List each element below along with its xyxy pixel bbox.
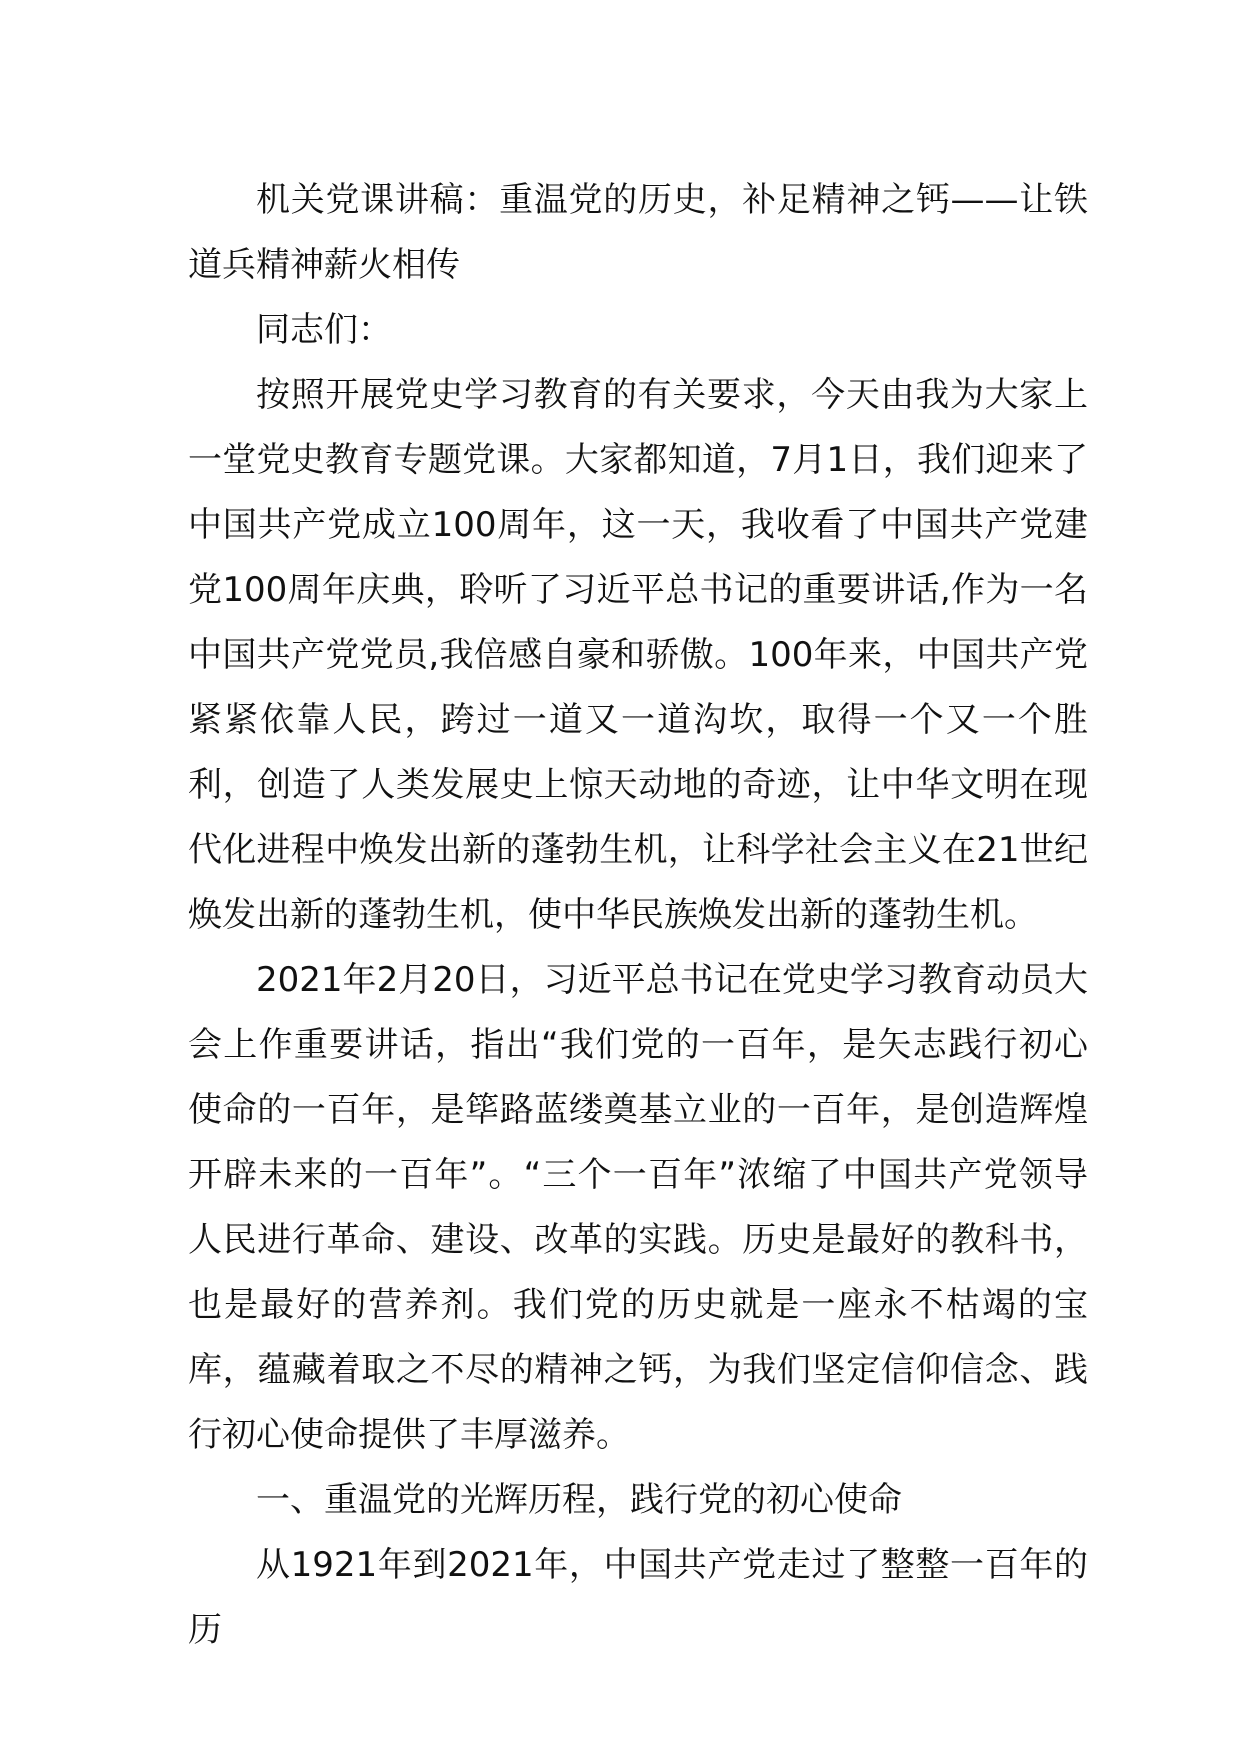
section-heading: 一、重温党的光辉历程，践行党的初心使命 (256, 1480, 902, 1520)
document-body (188, 168, 1088, 1663)
document-title: 机关党课讲稿：重温党的历史，补足精神之钙——让铁道兵精神薪火相传 (188, 180, 1088, 285)
paragraph-speech: 2021年2月20日，习近平总书记在党史学习教育动员大会上作重要讲话，指出“我们党的一百年，是矢志践行初心使命的一百年，是筚路蓝缕奠基立业的一百年，是创造辉煌开辟未来的一百年”。“三个一百年”浓缩了中国共产党领导人民进行革命、建设、改革的实践。历史是最好的教科书，也是最好的营养剂。我们党的历史就是一座永不枯竭的宝库，蕴藏着取之不尽的精神之钙，为我们坚定信仰信念、践行初心使命提供了丰厚滋养。 (188, 960, 1088, 1455)
salutation: 同志们： (256, 310, 392, 350)
paragraph-intro: 按照开展党史学习教育的有关要求，今天由我为大家上一堂党史教育专题党课。大家都知道，7月1日，我们迎来了中国共产党成立100周年，这一天，我收看了中国共产党建党100周年庆典，聆听了习近平总书记的重要讲话,作为一名中国共产党党员,我倍感自豪和骄傲。100年来，中国共产党紧紧依靠人民，跨过一道又一道沟坎，取得一个又一个胜利，创造了人类发展史上惊天动地的奇迹，让中华文明在现代化进程中焕发出新的蓬勃生机，让科学社会主义在21世纪焕发出新的蓬勃生机，使中华民族焕发出新的蓬勃生机。 (188, 375, 1088, 935)
paragraph-history: 从1921年到2021年，中国共产党走过了整整一百年的历 (188, 1545, 1088, 1650)
